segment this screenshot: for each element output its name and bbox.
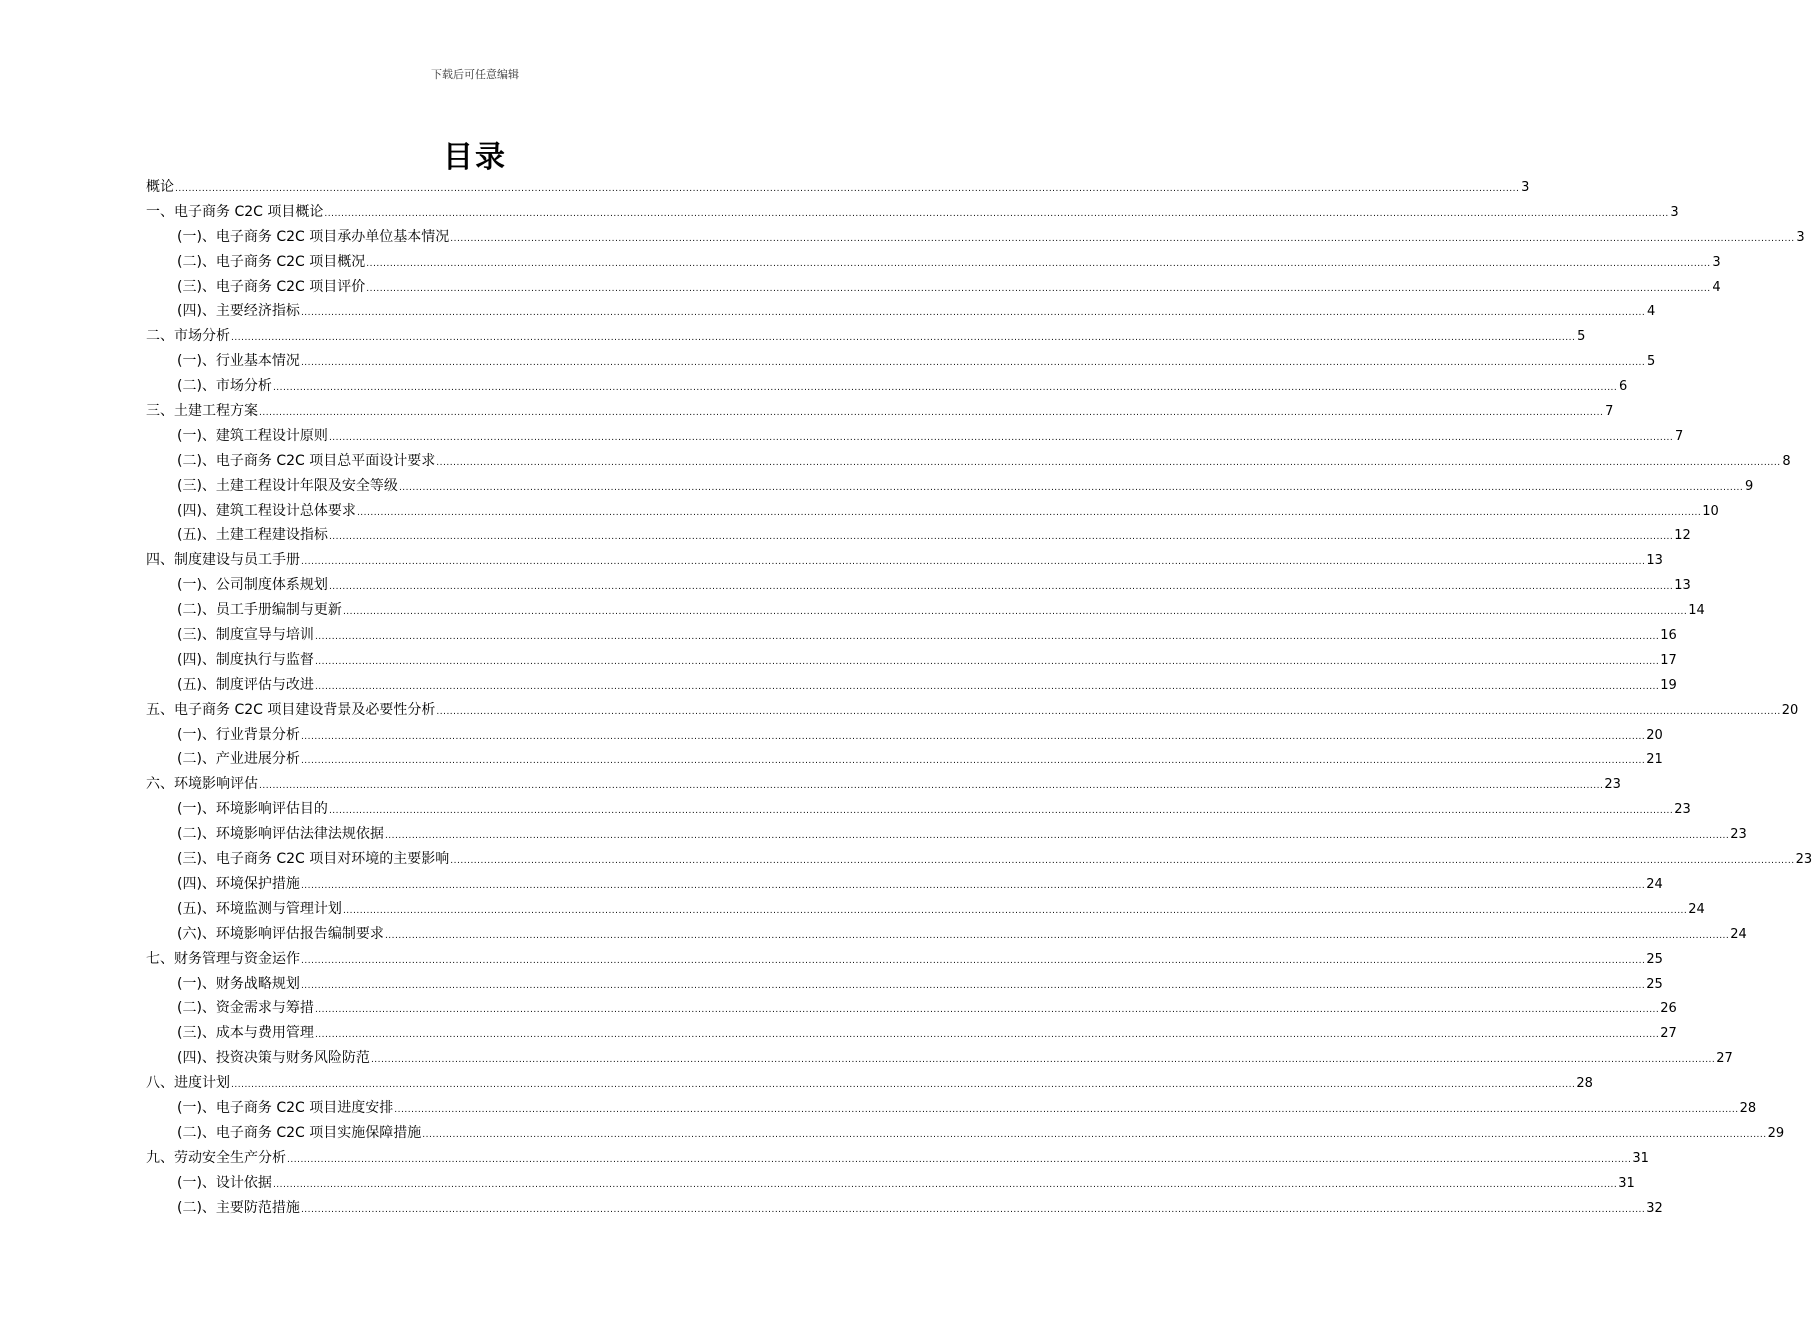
- toc-entry-title: (二)、主要防范措施: [177, 1199, 300, 1216]
- toc-entry-title: (三)、电子商务 C2C 项目评价: [177, 278, 366, 295]
- toc-entry-title: (二)、环境影响评估法律法规依据: [177, 826, 384, 843]
- toc-dot-leader: ................................................................................................................................................................................................................................................................................................................................................................................................................: [342, 607, 1688, 618]
- toc-chapter-entry[interactable]: [146, 1146, 1649, 1171]
- toc-section-entry[interactable]: [146, 723, 1663, 748]
- toc-title: 目录: [443, 140, 507, 175]
- toc-dot-leader: ................................................................................................................................................................................................................................................................................................................................................................................................................: [450, 856, 1795, 867]
- toc-entry-title: (二)、电子商务 C2C 项目总平面设计要求: [177, 452, 436, 469]
- toc-entry-title: (三)、制度宣导与培训: [177, 627, 314, 644]
- toc-section-entry[interactable]: [146, 374, 1628, 399]
- toc-page-number: 9: [1745, 478, 1754, 494]
- toc-page-number: 12: [1674, 528, 1691, 544]
- toc-entry-title: (三)、土建工程设计年限及安全等级: [177, 477, 398, 494]
- toc-section-entry[interactable]: [146, 474, 1754, 499]
- toc-section-entry[interactable]: [146, 499, 1719, 524]
- toc-page-number: 23: [1604, 777, 1621, 793]
- toc-section-entry[interactable]: [146, 573, 1691, 598]
- toc-page-number: 23: [1674, 802, 1691, 818]
- toc-chapter-entry[interactable]: [146, 698, 1799, 723]
- toc-entry-title: (一)、公司制度体系规划: [177, 577, 328, 594]
- toc-entry-title: 二、市场分析: [146, 328, 230, 345]
- toc-dot-leader: ................................................................................................................................................................................................................................................................................................................................................................................................................: [314, 632, 1660, 643]
- toc-entry-title: (四)、建筑工程设计总体要求: [177, 502, 356, 519]
- toc-section-entry[interactable]: [146, 250, 1721, 275]
- table-of-contents: [146, 175, 1812, 1220]
- toc-entry-title: (二)、资金需求与筹措: [177, 1000, 314, 1017]
- toc-entry-title: (三)、电子商务 C2C 项目对环境的主要影响: [177, 851, 450, 868]
- toc-entry-title: (五)、制度评估与改进: [177, 676, 314, 693]
- toc-page-number: 25: [1646, 976, 1663, 992]
- toc-page-number: 23: [1730, 827, 1747, 843]
- toc-dot-leader: ................................................................................................................................................................................................................................................................................................................................................................................................................: [328, 532, 1674, 543]
- toc-entry-title: (四)、环境保护措施: [177, 875, 300, 892]
- toc-page-number: 27: [1716, 1051, 1733, 1067]
- toc-entry-title: (一)、财务战略规划: [177, 975, 300, 992]
- toc-section-entry[interactable]: [146, 225, 1805, 250]
- toc-dot-leader: ................................................................................................................................................................................................................................................................................................................................................................................................................: [324, 208, 1669, 219]
- toc-page-number: 28: [1739, 1100, 1757, 1116]
- toc-page-number: 24: [1730, 926, 1747, 942]
- toc-dot-leader: ................................................................................................................................................................................................................................................................................................................................................................................................................: [175, 184, 1520, 194]
- toc-section-entry[interactable]: [146, 922, 1747, 947]
- toc-dot-leader: ................................................................................................................................................................................................................................................................................................................................................................................................................: [356, 507, 1702, 518]
- toc-page-number: 16: [1660, 628, 1677, 644]
- toc-dot-leader: ................................................................................................................................................................................................................................................................................................................................................................................................................: [314, 681, 1660, 692]
- toc-page-number: 3: [1670, 204, 1679, 220]
- toc-entry-title: (一)、建筑工程设计原则: [177, 427, 328, 444]
- toc-dot-leader: ................................................................................................................................................................................................................................................................................................................................................................................................................: [422, 1129, 1767, 1140]
- toc-section-entry[interactable]: [146, 1096, 1757, 1121]
- toc-page-number: 3: [1712, 254, 1721, 270]
- toc-chapter-entry[interactable]: [146, 548, 1663, 573]
- toc-entry-title: (一)、电子商务 C2C 项目进度安排: [177, 1099, 394, 1116]
- toc-page-number: 13: [1646, 553, 1663, 569]
- toc-chapter-entry[interactable]: [146, 324, 1586, 349]
- toc-dot-leader: ................................................................................................................................................................................................................................................................................................................................................................................................................: [342, 905, 1688, 916]
- toc-page-number: 31: [1632, 1150, 1649, 1166]
- toc-entry-title: (四)、制度执行与监督: [177, 651, 314, 668]
- toc-page-number: 29: [1767, 1125, 1785, 1141]
- toc-dot-leader: ................................................................................................................................................................................................................................................................................................................................................................................................................: [328, 432, 1674, 443]
- toc-section-entry[interactable]: [146, 1121, 1785, 1146]
- toc-dot-leader: ................................................................................................................................................................................................................................................................................................................................................................................................................: [394, 1104, 1739, 1115]
- toc-dot-leader: ................................................................................................................................................................................................................................................................................................................................................................................................................: [366, 258, 1711, 269]
- toc-page-number: 20: [1781, 702, 1799, 718]
- toc-page-number: 19: [1660, 677, 1677, 693]
- toc-entry-title: 八、进度计划: [146, 1075, 230, 1092]
- toc-section-entry[interactable]: [146, 648, 1677, 673]
- toc-page-number: 14: [1688, 603, 1705, 619]
- toc-chapter-entry[interactable]: [146, 200, 1679, 225]
- toc-dot-leader: ................................................................................................................................................................................................................................................................................................................................................................................................................: [450, 233, 1795, 244]
- toc-section-entry[interactable]: [146, 673, 1677, 698]
- toc-page-number: 13: [1674, 578, 1691, 594]
- toc-dot-leader: ................................................................................................................................................................................................................................................................................................................................................................................................................: [301, 955, 1646, 966]
- toc-entry-title: (二)、员工手册编制与更新: [177, 602, 342, 619]
- toc-entry-title: (五)、土建工程建设指标: [177, 527, 328, 544]
- toc-page-number: 4: [1647, 304, 1656, 320]
- toc-dot-leader: ................................................................................................................................................................................................................................................................................................................................................................................................................: [328, 582, 1674, 593]
- toc-dot-leader: ................................................................................................................................................................................................................................................................................................................................................................................................................: [231, 333, 1576, 344]
- toc-section-entry[interactable]: [146, 523, 1691, 548]
- toc-entry-title: 六、环境影响评估: [146, 776, 258, 793]
- toc-dot-leader: ................................................................................................................................................................................................................................................................................................................................................................................................................: [370, 1055, 1716, 1066]
- toc-dot-leader: ................................................................................................................................................................................................................................................................................................................................................................................................................: [328, 806, 1674, 817]
- toc-entry-title: (二)、市场分析: [177, 378, 272, 395]
- toc-dot-leader: ................................................................................................................................................................................................................................................................................................................................................................................................................: [300, 308, 1646, 319]
- toc-section-entry[interactable]: [146, 1196, 1663, 1221]
- toc-section-entry[interactable]: [146, 897, 1705, 922]
- toc-dot-leader: ................................................................................................................................................................................................................................................................................................................................................................................................................: [366, 283, 1711, 294]
- toc-dot-leader: ................................................................................................................................................................................................................................................................................................................................................................................................................: [300, 756, 1646, 767]
- toc-section-entry[interactable]: [146, 1021, 1677, 1046]
- toc-entry-title: (六)、环境影响评估报告编制要求: [177, 925, 384, 942]
- toc-entry-title: (一)、电子商务 C2C 项目承办单位基本情况: [177, 228, 450, 245]
- toc-page-number: 21: [1646, 752, 1663, 768]
- toc-page-number: 26: [1660, 1001, 1677, 1017]
- toc-section-entry[interactable]: [146, 449, 1791, 474]
- toc-page-number: 3: [1796, 229, 1805, 245]
- toc-entry-title: 概论: [146, 179, 174, 195]
- toc-chapter-entry[interactable]: [146, 947, 1663, 972]
- toc-entry-title: (一)、行业基本情况: [177, 353, 300, 370]
- toc-dot-leader: ................................................................................................................................................................................................................................................................................................................................................................................................................: [398, 482, 1744, 493]
- toc-dot-leader: ................................................................................................................................................................................................................................................................................................................................................................................................................: [314, 1030, 1660, 1041]
- toc-page-number: 24: [1688, 901, 1705, 917]
- toc-page-number: 8: [1782, 453, 1791, 469]
- toc-section-entry[interactable]: [146, 275, 1721, 300]
- toc-section-entry[interactable]: [146, 424, 1684, 449]
- toc-page-number: 20: [1646, 727, 1663, 743]
- toc-entry-title: 三、土建工程方案: [146, 403, 258, 420]
- toc-page-number: 27: [1660, 1026, 1677, 1042]
- toc-page-number: 3: [1521, 180, 1530, 195]
- toc-page-number: 28: [1576, 1076, 1593, 1092]
- toc-dot-leader: ................................................................................................................................................................................................................................................................................................................................................................................................................: [300, 731, 1646, 742]
- toc-entry-title: (二)、电子商务 C2C 项目概况: [177, 253, 366, 270]
- toc-page-number: 5: [1577, 329, 1586, 345]
- toc-page-number: 10: [1702, 503, 1719, 519]
- toc-dot-leader: ................................................................................................................................................................................................................................................................................................................................................................................................................: [300, 980, 1646, 991]
- toc-page-number: 25: [1646, 951, 1663, 967]
- toc-entry-title: 五、电子商务 C2C 项目建设背景及必要性分析: [146, 701, 436, 718]
- toc-section-entry[interactable]: [146, 623, 1677, 648]
- toc-section-entry[interactable]: [146, 872, 1663, 897]
- toc-page-number: 24: [1646, 876, 1663, 892]
- toc-entry-title: 七、财务管理与资金运作: [146, 950, 300, 967]
- toc-entry-title: (一)、设计依据: [177, 1174, 272, 1191]
- toc-section-entry[interactable]: [146, 847, 1812, 872]
- toc-entry-title: (五)、环境监测与管理计划: [177, 900, 342, 917]
- toc-dot-leader: ................................................................................................................................................................................................................................................................................................................................................................................................................: [314, 1005, 1660, 1016]
- toc-page-number: 5: [1647, 354, 1656, 370]
- toc-page-number: 31: [1618, 1175, 1635, 1191]
- toc-page-number: 7: [1675, 428, 1684, 444]
- page-header-note: 下载后可任意编辑: [431, 68, 519, 81]
- toc-chapter-entry[interactable]: [146, 1071, 1593, 1096]
- toc-chapter-entry[interactable]: [146, 399, 1614, 424]
- toc-entry-title: (二)、电子商务 C2C 项目实施保障措施: [177, 1124, 422, 1141]
- toc-entry-title: (四)、主要经济指标: [177, 303, 300, 320]
- toc-dot-leader: ................................................................................................................................................................................................................................................................................................................................................................................................................: [272, 383, 1618, 394]
- toc-section-entry[interactable]: [146, 349, 1656, 374]
- toc-section-entry[interactable]: [146, 996, 1677, 1021]
- toc-dot-leader: ................................................................................................................................................................................................................................................................................................................................................................................................................: [384, 930, 1730, 941]
- toc-entry-title: (一)、行业背景分析: [177, 726, 300, 743]
- toc-dot-leader: ................................................................................................................................................................................................................................................................................................................................................................................................................: [436, 706, 1781, 717]
- toc-section-entry[interactable]: [146, 299, 1656, 324]
- toc-page-number: 6: [1619, 379, 1628, 395]
- toc-entry-title: (三)、成本与费用管理: [177, 1025, 314, 1042]
- toc-entry-title: 九、劳动安全生产分析: [146, 1149, 286, 1166]
- toc-page-number: 7: [1605, 404, 1614, 420]
- toc-section-entry[interactable]: [146, 747, 1663, 772]
- toc-section-entry[interactable]: [146, 972, 1663, 997]
- toc-section-entry[interactable]: [146, 797, 1691, 822]
- toc-dot-leader: ................................................................................................................................................................................................................................................................................................................................................................................................................: [436, 457, 1781, 468]
- toc-entry-title: (四)、投资决策与财务风险防范: [177, 1050, 370, 1067]
- toc-dot-leader: ................................................................................................................................................................................................................................................................................................................................................................................................................: [259, 408, 1604, 419]
- toc-dot-leader: ................................................................................................................................................................................................................................................................................................................................................................................................................: [314, 656, 1660, 667]
- toc-dot-leader: ................................................................................................................................................................................................................................................................................................................................................................................................................: [272, 1179, 1618, 1190]
- toc-section-entry[interactable]: [146, 1046, 1733, 1071]
- toc-dot-leader: ................................................................................................................................................................................................................................................................................................................................................................................................................: [300, 358, 1646, 369]
- toc-dot-leader: ................................................................................................................................................................................................................................................................................................................................................................................................................: [384, 831, 1730, 842]
- toc-entry-title: (一)、环境影响评估目的: [177, 801, 328, 818]
- toc-dot-leader: ................................................................................................................................................................................................................................................................................................................................................................................................................: [231, 1080, 1576, 1091]
- toc-section-entry[interactable]: [146, 822, 1747, 847]
- toc-dot-leader: ................................................................................................................................................................................................................................................................................................................................................................................................................: [300, 880, 1646, 891]
- toc-page-number: 23: [1795, 852, 1812, 868]
- toc-page-number: 32: [1646, 1200, 1663, 1216]
- toc-section-entry[interactable]: [146, 1171, 1635, 1196]
- toc-entry-title: 一、电子商务 C2C 项目概论: [146, 203, 324, 220]
- toc-chapter-entry[interactable]: [146, 772, 1621, 797]
- toc-dot-leader: ................................................................................................................................................................................................................................................................................................................................................................................................................: [301, 557, 1646, 568]
- toc-chapter-entry[interactable]: [146, 175, 1530, 200]
- toc-section-entry[interactable]: [146, 598, 1705, 623]
- toc-dot-leader: ................................................................................................................................................................................................................................................................................................................................................................................................................: [259, 781, 1604, 792]
- toc-dot-leader: ................................................................................................................................................................................................................................................................................................................................................................................................................: [287, 1154, 1632, 1165]
- toc-entry-title: 四、制度建设与员工手册: [146, 552, 300, 569]
- toc-page-number: 17: [1660, 652, 1677, 668]
- toc-entry-title: (二)、产业进展分析: [177, 751, 300, 768]
- toc-dot-leader: ................................................................................................................................................................................................................................................................................................................................................................................................................: [300, 1204, 1646, 1215]
- toc-page-number: 4: [1712, 279, 1721, 295]
